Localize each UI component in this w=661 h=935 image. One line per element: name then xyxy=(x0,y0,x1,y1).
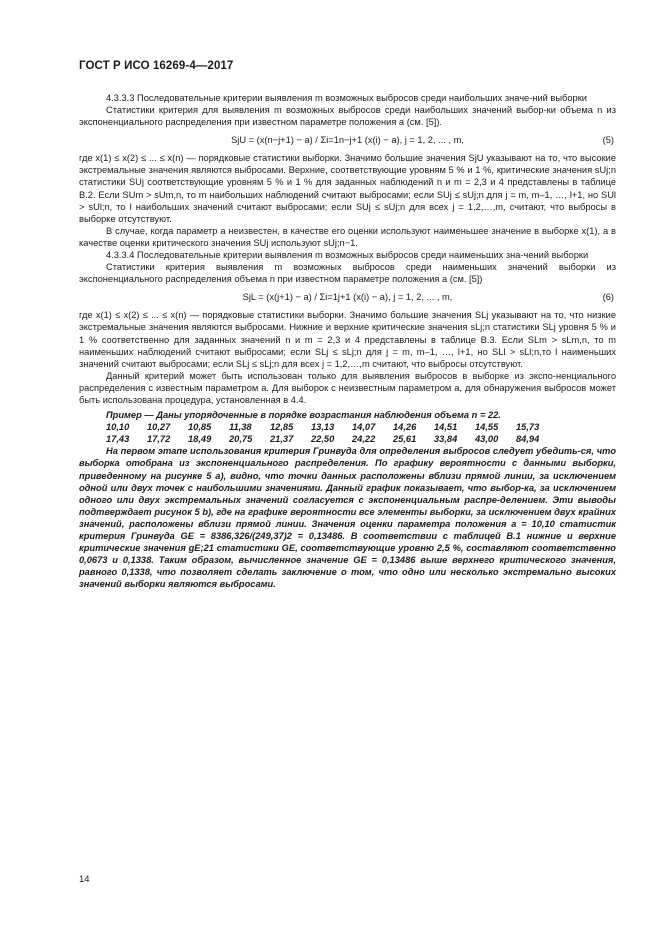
document-header: ГОСТ Р ИСО 16269-4—2017 xyxy=(79,60,234,72)
data-value: 21,37 xyxy=(270,434,294,445)
data-value: 43,00 xyxy=(475,434,499,445)
example-title: Пример — Даны упорядоченные в порядке возрастания наблюдения объема n = 22. xyxy=(106,410,501,421)
data-value: 25,61 xyxy=(393,434,417,445)
paragraph: Статистики критерия для выявления m возможных выбросов среди наибольших значений выбор-ки объема n из экспоненциального распределения при известном параметре положения a (см. [5]). xyxy=(79,105,616,128)
formula-5 xyxy=(79,128,616,152)
data-value: 33,84 xyxy=(434,434,458,445)
paragraph: где x(1) ≤ x(2) ≤ ... ≤ x(n) — порядковые статистики выборки. Значимо большие значения SLj указывают на то, что низкие экстремальные значения являются выбросами. Нижние и верхние критические значения sLj;n статистики SLj уровня 5 % и 1 % соответственно для заданных значений n и m = 2,3 и 4 представлены в таблице В.3. Если SLm > sLm,n, то m наименьших наблюдений считают выбросами; если SLj ≤ sLj;n для j = m, m–1, …, l+1, но SLl > sLl;n,то l наименьших значений считают выбросами; если SLj ≤ sLj;n для всех j = 1,2,…,m считают, что выбросы отсутствуют. xyxy=(79,310,616,369)
data-value: 10,85 xyxy=(188,422,212,433)
paragraph: Данный критерий может быть использован только для выявления выбросов в выборке из экспо-ненциального распределения с известным параметром a. Для выборок с неизвестным параметром a, для обнаружения выбросов может быть использована процедура, установленная в 4.4. xyxy=(79,370,616,405)
data-value: 17,72 xyxy=(147,434,171,445)
page-content xyxy=(79,92,616,590)
data-row-1 xyxy=(79,421,616,433)
data-value: 10,27 xyxy=(147,422,171,433)
data-value: 14,55 xyxy=(475,422,499,433)
data-value: 14,07 xyxy=(352,422,376,433)
data-value: 15,73 xyxy=(516,422,540,433)
data-value: 84,94 xyxy=(516,434,540,445)
example-body: На первом этапе использования критерия Гринвуда для определения выбросов следует убедить-ся, что выборка отобрана из экспоненциального распределения. По графику вероятности с данными выборки, приведенному на рисунке 5 а), видно, что точки данных расположены вблизи прямой линии, за исключением одной или двух точек с наибольшими значениями. Данный график показывает, что выбор-ка, за исключением одного или двух экстремальных значений согласуется с экспоненциальным распре-делением. Эти выводы подтверждает рисунок 5 b), где на графике вероятности все элементы выборки, за исключением двух крайних значений, расположены вблизи прямой линии. Значения оценки параметра положения a = 10,10 статистик критерия Гринвуда GE = 8386,326/(249,37)2 = 0,13486. В соответствии с таблицей В.1 нижние и верхние критические значения gE;21 статистики GE, соответствующие уровню 2,5 %, составляют соответственно 0,0673 и 0,1338. Таким образом, вычисленное значение GE = 0,13486 выше верхнего критического значения, равного 0,1338, что позволяет сделать заключение о том, что одно или несколько экстремально высоких значений выборки являются выбросами. xyxy=(79,446,616,590)
data-value: 14,26 xyxy=(393,422,417,433)
data-value: 17,43 xyxy=(106,434,130,445)
data-value: 10,10 xyxy=(106,422,130,433)
data-value: 13,13 xyxy=(311,422,335,433)
section-heading-4334: 4.3.3.4 Последовательные критерии выявления m возможных выбросов среди наименьших зна-чений выборки xyxy=(106,250,589,261)
section-heading-4333: 4.3.3.3 Последовательные критерии выявления m возможных выбросов среди наибольших значе-ний выборки xyxy=(106,93,587,103)
formula-number: (5) xyxy=(602,135,614,146)
paragraph: где x(1) ≤ x(2) ≤ ... ≤ x(n) — порядковые статистики выборки. Значимо большие значения SjU указывают на то, что высокие экстремальные значения являются выбросами. Верхние, соответствующие уровням 5 % и 1 %, критические значения sUj;n статистики SUj соответствующие уровням 5 % и 1 % для заданных наблюдений n и m = 2,3 и 4 представлены в таблице В.2. Если SUm > sUm,n, то m наибольших наблюдений считают выбросами; если SUj ≤ sUj;n для j = m, m–1, …, l+1, но SUl > sUl;n, то l наибольших значений считают выбросами; если SUj ≤ sUj;n для всех j = 1,2,…,m, считают, что выбросы в выборке отсутствуют. xyxy=(79,153,616,224)
paragraph: В случае, когда параметр a неизвестен, в качестве его оценки используют наименьшее значение в выборке x(1), а в качестве оценки критического значения SUj используют sUj;n−1. xyxy=(79,225,616,248)
data-value: 20,75 xyxy=(229,434,253,445)
page-number: 14 xyxy=(79,874,90,885)
data-value: 11,38 xyxy=(229,422,252,433)
formula-6 xyxy=(79,285,616,309)
data-value: 18,49 xyxy=(188,434,212,445)
data-value: 24,22 xyxy=(352,434,376,445)
data-value: 12,85 xyxy=(270,422,294,433)
formula-text: SjU = (x(n−j+1) − a) / Σi=1n−j+1 (x(i) − a), j = 1, 2, ... , m, xyxy=(231,135,464,146)
paragraph: Статистики критерия выявления m возможных выбросов среди наименьших значений выборки из экспоненциального распределения объема n при известном параметре положения a (см. [5]) xyxy=(79,262,616,285)
data-value: 14,51 xyxy=(434,422,458,433)
formula-number: (6) xyxy=(602,292,614,303)
formula-text: SjL = (x(j+1) − a) / Σi=1j+1 (x(i) − a), j = 1, 2, ... , m, xyxy=(242,292,453,303)
example-block xyxy=(79,409,616,590)
data-row-2 xyxy=(79,433,616,445)
data-value: 22,50 xyxy=(311,434,335,445)
